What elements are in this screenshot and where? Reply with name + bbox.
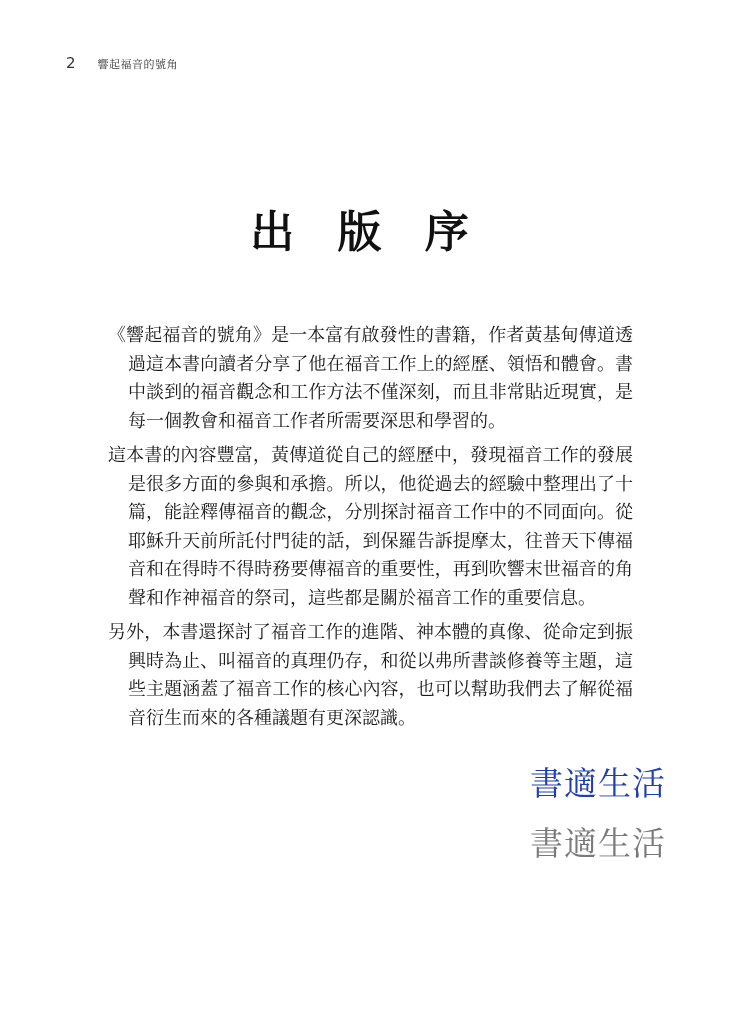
page-number: 2: [66, 54, 76, 72]
body-text: [108, 322, 633, 739]
chapter-title: 出 版 序: [250, 207, 483, 258]
paragraph-3: 另外，本書還探討了福音工作的進階、神本體的真像、從命定到振興時為止、叫福音的真理仍存，和從以弗所書談修養等主題，這些主題涵蓋了福音工作的核心內容，也可以幫助我們去了解從福音衍生而來的各種議題有更深認識。: [108, 622, 633, 729]
publisher-stamp-gray: 書適生活: [530, 824, 666, 863]
paragraph-1: 《響起福音的號角》是一本富有啟發性的書籍，作者黃基甸傳道透過這本書向讀者分享了他在福音工作上的經歷、領悟和體會。書中談到的福音觀念和工作方法不僅深刻，而且非常貼近現實，是每一個教會和福音工作者所需要深思和學習的。: [108, 325, 633, 432]
paragraph-2: 這本書的內容豐富，黃傳道從自己的經歷中，發現福音工作的發展是很多方面的參與和承擔。所以，他從過去的經驗中整理出了十篇，能詮釋傳福音的觀念，分別探討福音工作中的不同面向。從耶穌升天前所託付門徒的話，到保羅告訴提摩太，往普天下傳福音和在得時不得時務要傳福音的重要性，再到吹響末世福音的角聲和作神福音的祭司，這些都是關於福音工作的重要信息。: [108, 445, 633, 609]
running-book-title: 響起福音的號角: [97, 58, 179, 71]
publisher-stamp-blue: 書適生活: [530, 764, 666, 803]
running-head: [66, 54, 178, 72]
